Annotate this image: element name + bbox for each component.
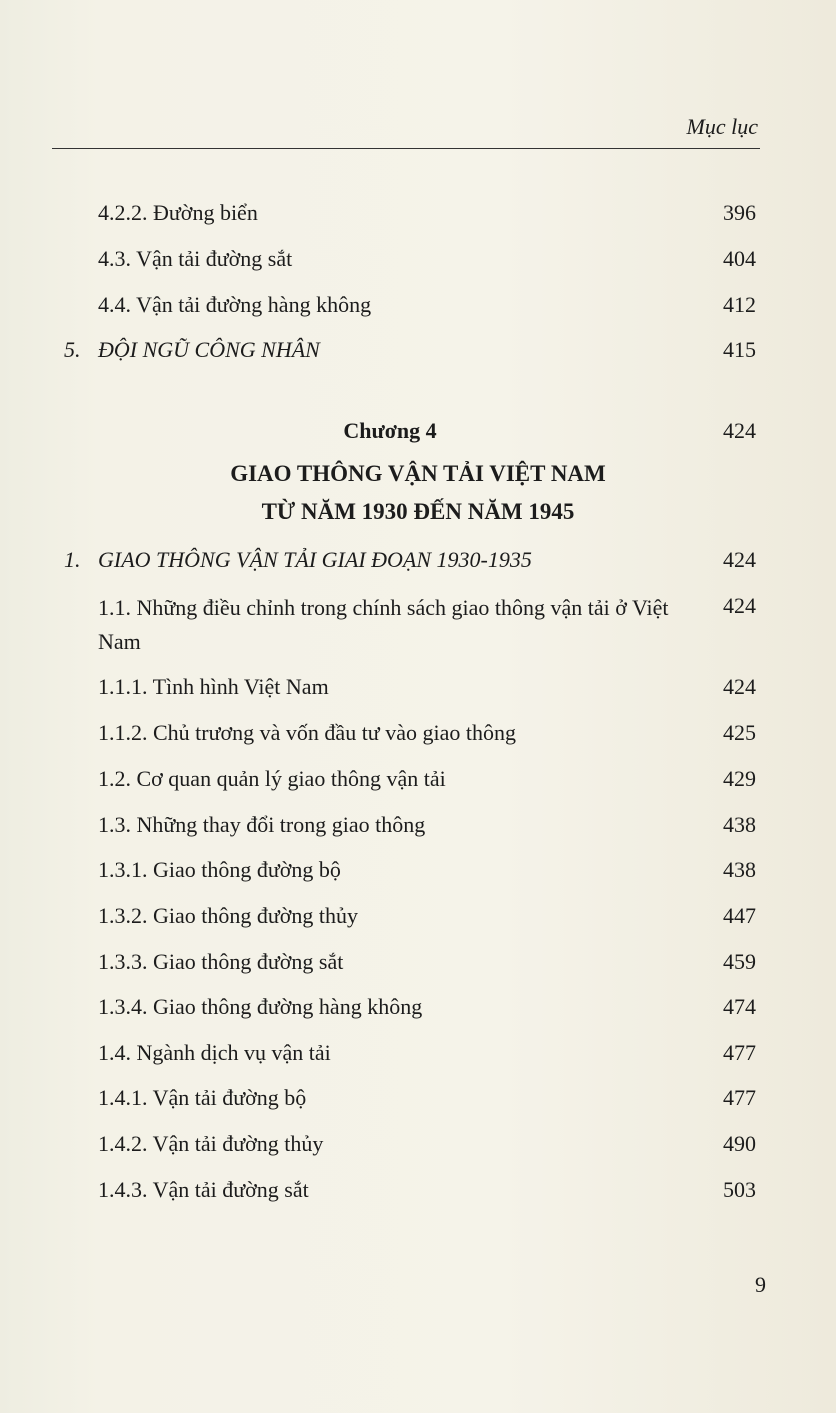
- chapter-title-line2: TỪ NĂM 1930 ĐẾN NĂM 1945: [261, 499, 575, 524]
- toc-entry-page: 404: [723, 246, 756, 271]
- toc-entry-label: 4.2.2. Đường biển: [98, 200, 258, 225]
- chapter-row: [0, 416, 836, 446]
- toc-section-number: 1.: [64, 547, 81, 572]
- toc-entry-page: 425: [723, 720, 756, 745]
- toc-section: [0, 335, 836, 365]
- toc-entry-page: 490: [723, 1131, 756, 1156]
- toc-entry-page: 429: [723, 766, 756, 791]
- chapter-number: Chương 4: [343, 418, 437, 443]
- toc-entry-label: 1.1.2. Chủ trương và vốn đầu tư vào giao thông: [98, 720, 516, 745]
- toc-entry-label: 1.4.2. Vận tải đường thủy: [98, 1131, 324, 1156]
- toc-section: [0, 545, 836, 575]
- chapter-title-line1: GIAO THÔNG VẬN TẢI VIỆT NAM: [230, 461, 606, 486]
- toc-entry-label: 1.3. Những thay đổi trong giao thông: [98, 812, 426, 837]
- toc-entry: [0, 198, 836, 228]
- running-head: Mục lục: [686, 114, 758, 139]
- toc-section-number: 5.: [64, 337, 81, 362]
- toc-entry-label: 1.4.1. Vận tải đường bộ: [98, 1085, 307, 1110]
- toc-entry-label: 1.4.3. Vận tải đường sắt: [98, 1177, 309, 1202]
- toc-entry-label: 1.1.1. Tình hình Việt Nam: [98, 674, 329, 699]
- toc-section-page: 415: [723, 337, 756, 362]
- toc-entry-label: 1.4. Ngành dịch vụ vận tải: [98, 1040, 331, 1065]
- toc-entry-page: 459: [723, 949, 756, 974]
- toc-section-label: ĐỘI NGŨ CÔNG NHÂN: [98, 337, 320, 362]
- toc-section-page: 424: [723, 547, 756, 572]
- toc-entry-label: 1.3.1. Giao thông đường bộ: [98, 857, 341, 882]
- toc-entry: [0, 992, 836, 1022]
- toc-entry: [0, 672, 836, 702]
- toc-entry: [0, 290, 836, 320]
- toc-entry-label: 4.4. Vận tải đường hàng không: [98, 292, 372, 317]
- toc-entry-label: 1.1. Những điều chỉnh trong chính sách giao thông vận tải ở Việt Nam: [98, 595, 669, 654]
- toc-entry: [0, 718, 836, 748]
- toc-entry: [0, 1038, 836, 1068]
- toc-entry: [0, 244, 836, 274]
- page-number: 9: [755, 1272, 766, 1297]
- toc-entry: [0, 1175, 836, 1205]
- toc-entry-page: 503: [723, 1177, 756, 1202]
- toc-entry: [0, 764, 836, 794]
- toc-entry: [0, 1129, 836, 1159]
- toc-entry-label: 4.3. Vận tải đường sắt: [98, 246, 293, 271]
- toc-entry: [0, 810, 836, 840]
- toc-entry-label: 1.2. Cơ quan quản lý giao thông vận tải: [98, 766, 446, 791]
- toc-entry-page: 396: [723, 200, 756, 225]
- header-rule: [52, 148, 760, 149]
- toc-entry-page: 477: [723, 1085, 756, 1110]
- toc-entry-page: 424: [723, 593, 756, 618]
- toc-entry-page: 474: [723, 994, 756, 1019]
- chapter-page: 424: [723, 418, 756, 443]
- toc-entry-page: 438: [723, 812, 756, 837]
- toc-entry-page: 477: [723, 1040, 756, 1065]
- toc-entry: [0, 947, 836, 977]
- toc-entry-page: 447: [723, 903, 756, 928]
- toc-entry-page: 412: [723, 292, 756, 317]
- toc-entry: [0, 1083, 836, 1113]
- toc-entry-label: 1.3.2. Giao thông đường thủy: [98, 903, 359, 928]
- toc-entry: [0, 901, 836, 931]
- toc-entry-page: 438: [723, 857, 756, 882]
- toc-section-label: GIAO THÔNG VẬN TẢI GIAI ĐOẠN 1930-1935: [98, 547, 532, 572]
- toc-entry: [0, 591, 836, 659]
- toc-entry-label: 1.3.3. Giao thông đường sắt: [98, 949, 344, 974]
- toc-entry-label: 1.3.4. Giao thông đường hàng không: [98, 994, 423, 1019]
- toc-entry: [0, 855, 836, 885]
- toc-entry-page: 424: [723, 674, 756, 699]
